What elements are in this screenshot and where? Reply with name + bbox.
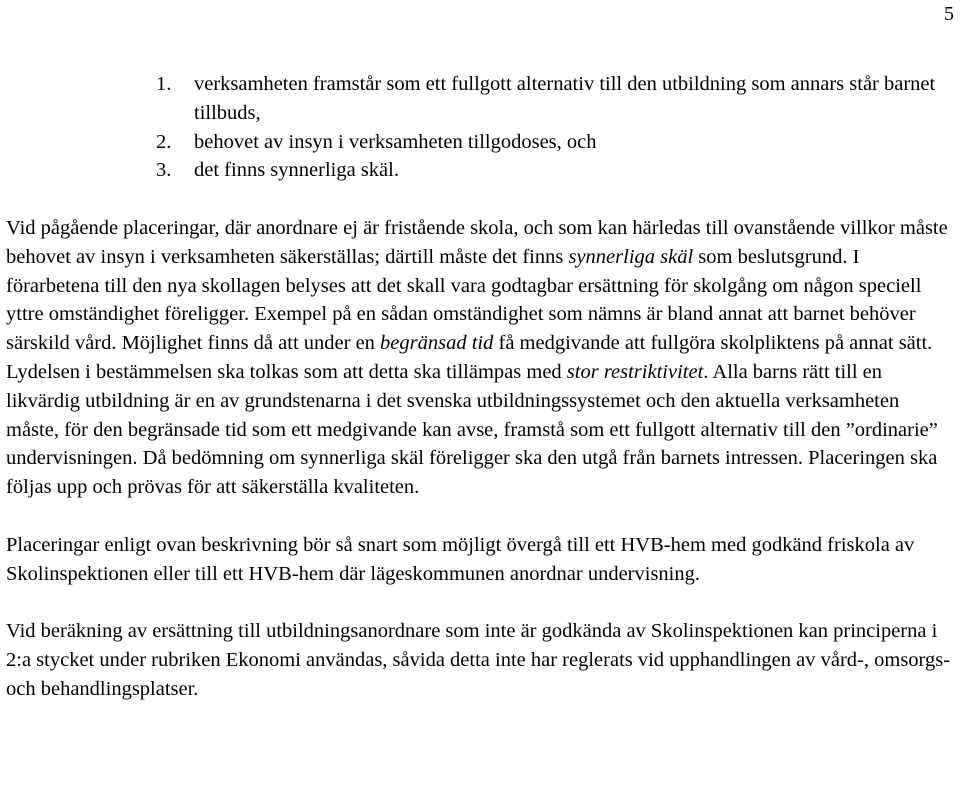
list-item-number: 1. <box>156 73 172 95</box>
list-item <box>6 156 956 185</box>
paragraph-spacer <box>6 588 956 617</box>
paragraph-placements <box>6 214 956 502</box>
list-item-number: 2. <box>156 130 172 153</box>
list-item <box>6 70 956 128</box>
paragraph-text: få medgivande att fullgöra skolpliktens på annat sätt. Lydelsen i bestämmelsen ska tolkas som att detta ska tillämpas med <box>6 332 933 383</box>
paragraph-text: Vid pågående placeringar, där anordnare ej är fristående skola, och som kan härledas till ovanstående villkor måste behovet av insyn i verksamheten säkerställas; därtill måste det finns <box>6 216 948 268</box>
emphasis-text: begränsad tid <box>380 332 494 355</box>
list-item-number: 3. <box>156 159 172 182</box>
list-item-text: verksamheten framstår som ett fullgott alternativ till den utbildning som annars står barnet tillbuds, <box>194 73 936 124</box>
paragraph-text: som beslutsgrund. I förarbetena till den nya skollagen belyses att det skall vara godtagbar ersättning för skolgång om någon speciell yttre omständighet föreligger. Exempel på en sådan omständighet som nämns är bland annat att barnet behöver särskild vård. Möjlighet finns då att under en <box>6 245 922 355</box>
document-body <box>6 70 956 704</box>
emphasis-text: synnerliga skäl <box>568 245 694 268</box>
list-item <box>6 128 956 157</box>
page-number: 5 <box>944 3 954 25</box>
paragraph-text: . Alla barns rätt till en likvärdig utbildning är en av grundstenarna i det svenska utbildningssystemet och den aktuella verksamheten måste, för den begränsade tid som ett medgivande kan avse, framstå som ett fullgott alternativ till den ”ordinarie” undervisningen. Då bedömning om synnerliga skäl föreligger ska den utgå från barnets intressen. Placeringen ska följas upp och prövas för att säkerställa kvaliteten. <box>6 360 938 499</box>
emphasis-text: stor restriktivitet <box>566 360 704 383</box>
paragraph-spacer <box>6 502 956 531</box>
criteria-list <box>6 70 956 185</box>
list-item-text: behovet av insyn i verksamheten tillgodoses, och <box>194 130 597 153</box>
paragraph-spacer <box>6 185 956 214</box>
paragraph-transition: Placeringar enligt ovan beskrivning bör så snart som möjligt övergå till ett HVB-hem med godkänd friskola av Skolinspektionen eller till ett HVB-hem där lägeskommunen anordnar undervisning. <box>6 533 915 585</box>
paragraph-compensation: Vid beräkning av ersättning till utbildningsanordnare som inte är godkända av Skolinspektionen kan principerna i 2:a stycket under rubriken Ekonomi användas, såvida detta inte har reglerats vid upphandlingen av vård-, omsorgs- och behandlingsplatser. <box>6 620 951 700</box>
list-item-text: det finns synnerliga skäl. <box>194 159 399 182</box>
